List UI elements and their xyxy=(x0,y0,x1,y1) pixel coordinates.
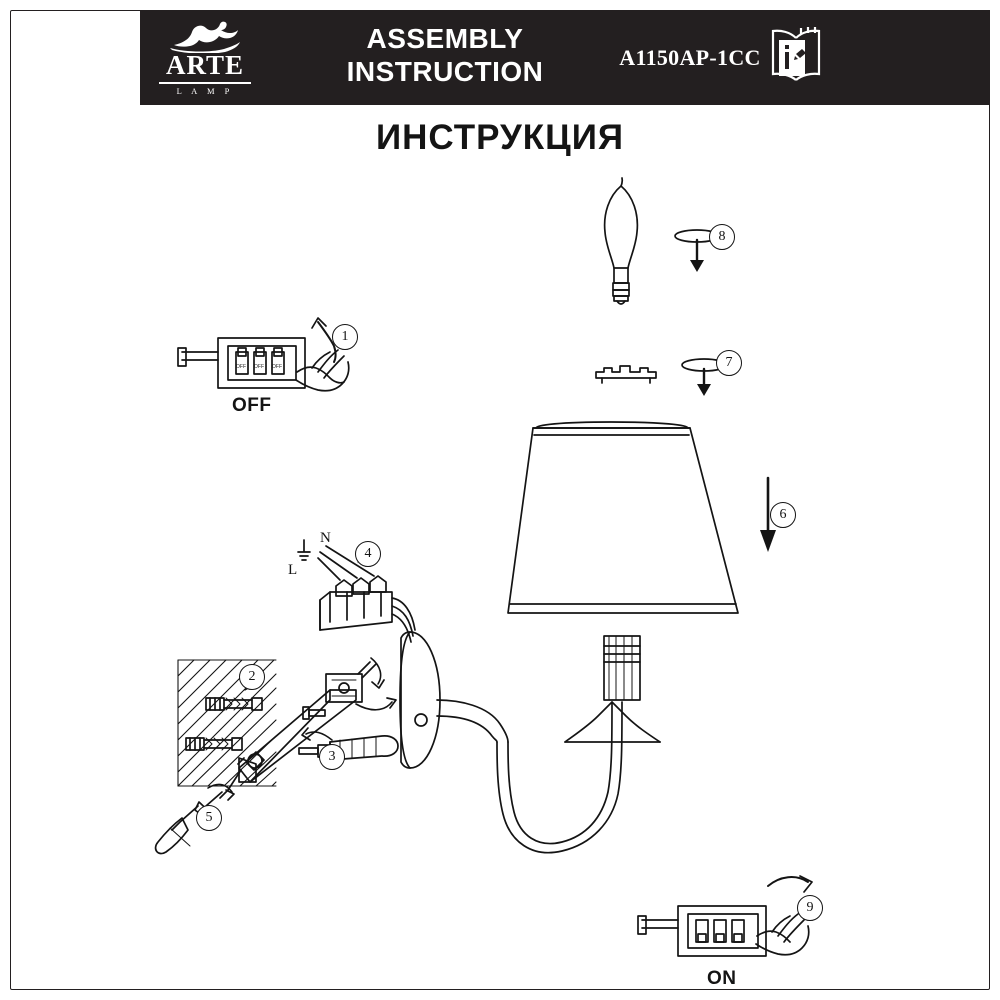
step-marker-5: 5 xyxy=(196,805,222,831)
brand-logo xyxy=(140,10,270,105)
step-marker-8: 8 xyxy=(709,224,735,250)
power-off-label: OFF xyxy=(232,395,272,416)
breaker-mark-1: OFF xyxy=(236,364,246,370)
page-title: ИНСТРУКЦИЯ xyxy=(375,118,625,157)
terminal-neutral-label: N xyxy=(320,530,331,546)
brand-subtitle: L A M P xyxy=(176,86,234,96)
breaker-mark-3: OFF xyxy=(272,364,282,370)
terminal-live-label: L xyxy=(288,562,298,578)
step-marker-3: 3 xyxy=(319,744,345,770)
step-marker-2: 2 xyxy=(239,664,265,690)
product-code: A1150AP-1CC xyxy=(619,45,761,70)
step-marker-9: 9 xyxy=(797,895,823,921)
brand-name: ARTE xyxy=(165,50,245,80)
read-manual-booklet-icon xyxy=(765,26,827,86)
header-title-line1: ASSEMBLY xyxy=(366,23,524,54)
step-marker-7: 7 xyxy=(716,350,742,376)
brand-rule xyxy=(159,82,251,84)
power-on-label: ON xyxy=(707,968,737,989)
header-title-line2: INSTRUCTION xyxy=(346,56,544,88)
header-title xyxy=(300,22,590,88)
step-marker-4: 4 xyxy=(355,541,381,567)
griffin-logo-icon xyxy=(168,19,242,53)
step-marker-6: 6 xyxy=(770,502,796,528)
breaker-mark-2: OFF xyxy=(254,364,264,370)
step-marker-1: 1 xyxy=(332,324,358,350)
